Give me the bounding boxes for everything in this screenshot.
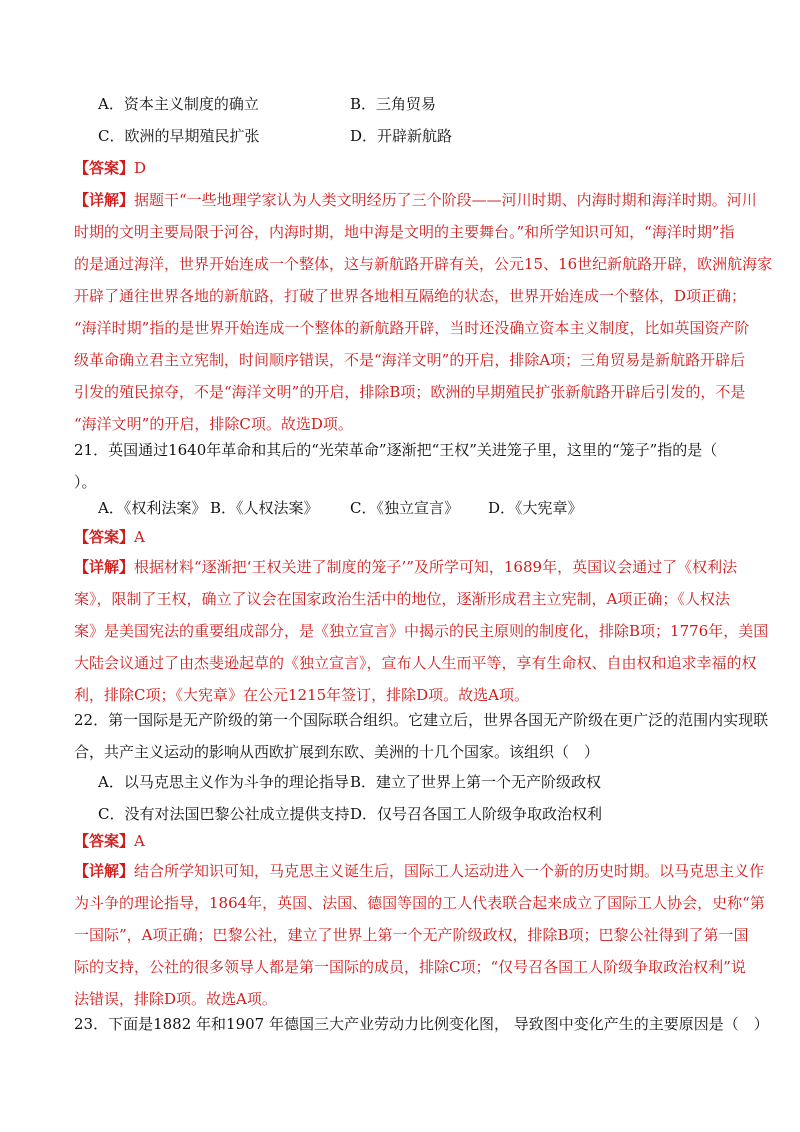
q20-options: [98, 88, 738, 152]
detail-line: 据题干“一些地理学家认为人类文明经历了三个阶段——河川时期、内海时期和海洋时期。河川: [134, 191, 757, 209]
detail-line: 时期的文明主要局限于河谷，内海时期，地中海是文明的主要舞台。”和所学知识可知，“海洋时期”指: [74, 223, 735, 241]
answer-value: A: [134, 528, 145, 546]
q22-option-d: D．仅号召各国工人阶级争取政治权利: [350, 805, 603, 823]
detail-line: “海洋文明”的开启，排除C项。故选D项。: [74, 415, 353, 433]
q20-option-c: C．欧洲的早期殖民扩张: [98, 127, 260, 145]
question-line: 21．英国通过1640年革命和其后的“光荣革命”逐渐把“王权”关进笼子里，这里的“笼子”指的是（: [74, 441, 718, 459]
detail-line: 根据材料“逐渐把‘王权关进了制度的笼子’”及所学可知，1689年，英国议会通过了《权利法: [134, 558, 738, 576]
detail-line: 为斗争的理论指导，1864年，英国、法国、德国等国的工人代表联合起来成立了国际工人协会，史称“第: [74, 894, 765, 912]
answer-value: D: [134, 159, 147, 177]
q21-option-a: A．《权利法案》: [98, 499, 207, 517]
detail-line: 利，排除C项；《大宪章》在公元1215年签订，排除D项。故选A项。: [74, 686, 530, 704]
q20-answer: [74, 152, 734, 184]
detail-tag: 【详解】: [74, 191, 135, 209]
question-line: 合，共产主义运动的影响从西欧扩展到东欧、美洲的十几个国家。该组织（ ）: [74, 743, 600, 761]
q20-detail: [74, 184, 773, 440]
q21-option-c: C．《独立宣言》: [350, 499, 459, 517]
detail-line: 案》，限制了王权，确立了议会在国家政治生活中的地位，逐渐形成君主立宪制，A项正确；《人权法: [74, 590, 730, 608]
detail-line: 法错误，排除D项。故选A项。: [74, 990, 277, 1008]
detail-line: 案》是美国宪法的重要组成部分，是《独立宣言》中揭示的民主原则的制度化，排除B项；1776年，美国: [74, 622, 769, 640]
q21-stem: [74, 434, 734, 498]
answer-tag: 【答案】: [74, 159, 135, 177]
question-line: 22．第一国际是无产阶级的第一个国际联合组织。它建立后，世界各国无产阶级在更广泛的范围内实现联: [74, 711, 769, 729]
detail-line: 大陆会议通过了由杰斐逊起草的《独立宣言》，宣布人人生而平等，享有生命权、自由权和追求幸福的权: [74, 654, 757, 672]
q23-stem: [74, 1008, 769, 1040]
q21-option-d: D．《大宪章》: [488, 499, 583, 517]
detail-line: 引发的殖民掠夺，不是“海洋文明”的开启，排除B项；欧洲的早期殖民扩张新航路开辟后引发的，不是: [74, 383, 746, 401]
detail-line: 一国际”，A项正确；巴黎公社，建立了世界上第一个无产阶级政权，排除B项；巴黎公社得到了第一国: [74, 926, 749, 944]
q22-option-b: B．建立了世界上第一个无产阶级政权: [350, 773, 602, 791]
answer-tag: 【答案】: [74, 832, 135, 850]
q20-option-a: A．资本主义制度的确立: [98, 95, 259, 113]
q21-options: [98, 492, 738, 524]
detail-line: 的是通过海洋，世界开始连成一个整体，这与新航路开辟有关，公元15、16世纪新航路开辟，欧洲航海家: [74, 255, 773, 273]
q22-option-c: C．没有对法国巴黎公社成立提供支持: [98, 805, 350, 823]
detail-tag: 【详解】: [74, 558, 135, 576]
answer-value: A: [134, 832, 145, 850]
detail-tag: 【详解】: [74, 862, 135, 880]
question-line: 23．下面是1882 年和1907 年德国三大产业劳动力比例变化图， 导致图中变化产生的主要原因是（ ）: [74, 1015, 769, 1033]
q21-option-b: B．《人权法案》: [210, 499, 319, 517]
q22-options: [98, 766, 738, 830]
q20-option-b: B．三角贸易: [350, 95, 437, 113]
q21-detail: [74, 551, 769, 711]
detail-line: 结合所学知识可知，马克思主义诞生后，国际工人运动进入一个新的历史时期。以马克思主义作: [134, 862, 765, 880]
q21-answer: [74, 521, 734, 553]
detail-line: 级革命确立君主立宪制，时间顺序错误，不是“海洋文明”的开启，排除A项；三角贸易是新航路开辟后: [74, 351, 746, 369]
detail-line: “海洋时期”指的是世界开始连成一个整体的新航路开辟，当时还没确立资本主义制度，比如英国资产阶: [74, 319, 750, 337]
question-line: ）。: [74, 473, 97, 491]
answer-tag: 【答案】: [74, 528, 135, 546]
q22-detail: [74, 855, 765, 1015]
q22-stem: [74, 704, 769, 768]
detail-line: 开辟了通往世界各地的新航路，打破了世界各地相互隔绝的状态，世界开始连成一个整体，D项正确；: [74, 287, 747, 305]
q22-answer: [74, 825, 734, 857]
detail-line: 际的支持，公社的很多领导人都是第一国际的成员，排除C项；“仅号召各国工人阶级争取政治权利”说: [74, 958, 746, 976]
q22-option-a: A．以马克思主义作为斗争的理论指导: [98, 773, 349, 791]
q20-option-d: D．开辟新航路: [350, 127, 453, 145]
